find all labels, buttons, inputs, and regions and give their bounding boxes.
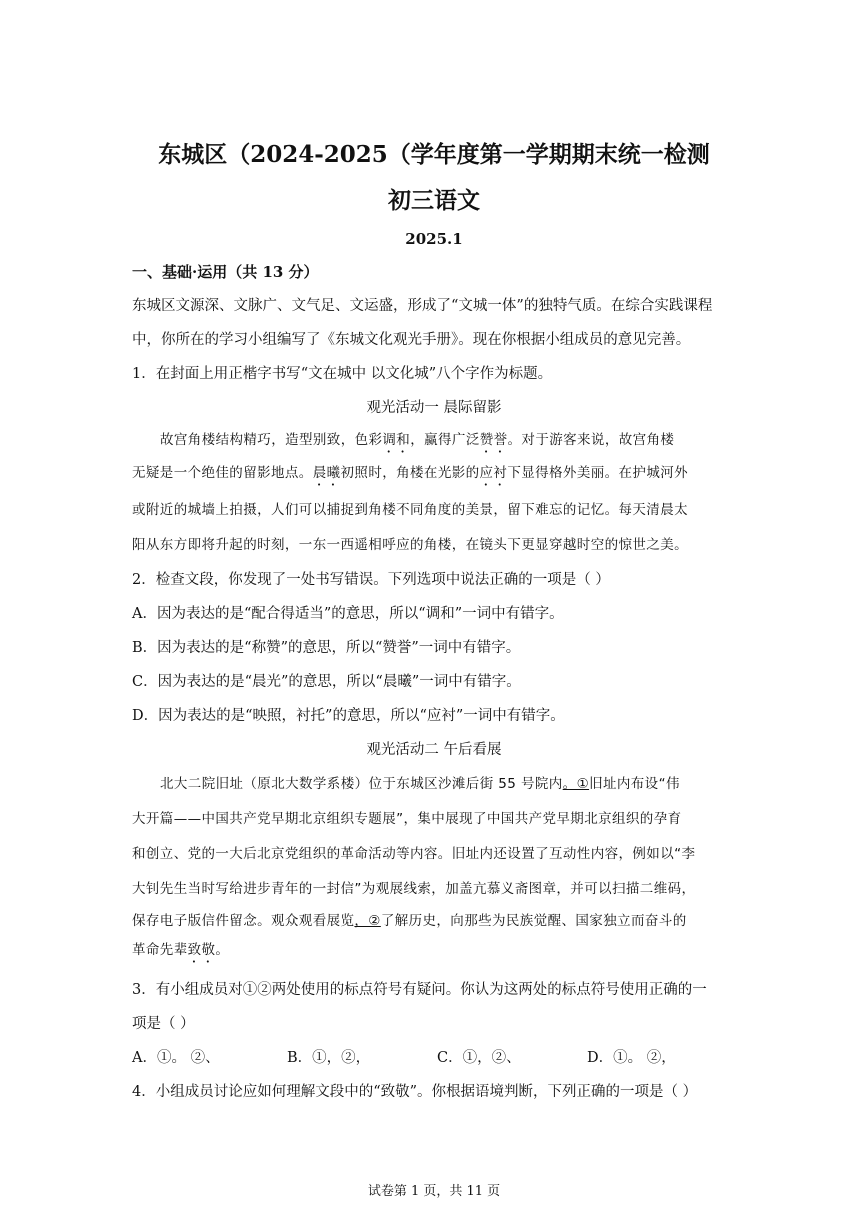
exam-date: 2025.1: [405, 230, 463, 248]
question-3-options: [132, 1048, 742, 1068]
question-2-option-d: D．因为表达的是“映照，衬托”的意思，所以“应衬”一词中有错字。: [132, 708, 565, 724]
emphasized-word: 致敬: [187, 942, 216, 958]
emphasized-word: 赞誉: [479, 432, 508, 448]
passage-2-line-1: 北大二院旧址（原北大数学系楼）位于东城区沙滩后街 55 号院内。①旧址内布设“伟: [160, 776, 680, 792]
emphasized-word: 调和: [382, 432, 411, 448]
passage-1-line-1: 故宫角楼结构精巧，造型别致，色彩调和，赢得广泛赞誉。对于游客来说，故宫角楼: [160, 432, 675, 448]
passage-1-line-2: 无疑是一个绝佳的留影地点。晨曦初照时，角楼在光影的应衬下显得格外美丽。在护城河外: [132, 465, 689, 481]
question-2-option-a: A．因为表达的是“配合得适当”的意思，所以“调和”一词中有错字。: [132, 606, 564, 622]
question-3-option-c: C．①，②、: [437, 1050, 521, 1066]
emphasized-word: 应衬: [479, 465, 508, 481]
question-3-stem-2: 项是（ ）: [132, 1016, 195, 1032]
section-heading: 一、基础·运用（共 13 分）: [132, 263, 319, 281]
passage-2-line-4: 大钊先生当时写给进步青年的一封信”为观展线索，加盖亢慕义斋图章，并可以扫描二维码，: [132, 881, 696, 897]
intro-line-1: 东城区文源深、文脉广、文气足、文运盛，形成了“文城一体”的独特气质。在综合实践课程: [132, 298, 713, 314]
question-2-stem: 2．检查文段，你发现了一处书写错误。下列选项中说法正确的一项是（ ）: [132, 572, 610, 588]
question-3-option-b: B．①，②，: [287, 1050, 371, 1066]
subject-title: 初三语文: [388, 187, 480, 214]
activity-1-title: 观光活动一 晨际留影: [366, 400, 502, 416]
page-footer: 试卷第 1 页，共 11 页: [367, 1184, 501, 1199]
passage-2-line-6: 革命先辈致敬。: [132, 942, 230, 958]
passage-1-line-3: 或附近的城墙上拍摄，人们可以捕捉到角楼不同角度的美景，留下难忘的记忆。每天清晨太: [132, 502, 688, 518]
activity-2-title: 观光活动二 午后看展: [366, 742, 502, 758]
question-4-stem: 4．小组成员讨论应如何理解文段中的“致敬”。你根据语境判断，下列正确的一项是（ ）: [132, 1084, 698, 1100]
blank-marker-1: 。①: [562, 776, 590, 792]
question-1: 1．在封面上用正楷字书写“文在城中 以文化城”八个字作为标题。: [132, 366, 553, 382]
question-3-option-d: D．①。 ②，: [587, 1050, 676, 1066]
question-2-option-c: C．因为表达的是“晨光”的意思，所以“晨曦”一词中有错字。: [132, 674, 521, 690]
passage-2-line-2: 大开篇——中国共产党早期北京组织专题展”，集中展现了中国共产党早期北京组织的孕育: [132, 811, 682, 827]
question-3-stem-1: 3．有小组成员对①②两处使用的标点符号有疑问。你认为这两处的标点符号使用正确的一: [132, 982, 707, 998]
question-3-option-a: A．①。 ②、: [132, 1050, 220, 1066]
exam-title: 东城区（2024-2025（学年度第一学期期末统一检测: [158, 141, 710, 168]
question-2-option-b: B．因为表达的是“称赞”的意思，所以“赞誉”一词中有错字。: [132, 640, 521, 656]
blank-marker-2: ，②: [354, 913, 381, 929]
intro-line-2: 中，你所在的学习小组编写了《东城文化观光手册》。现在你根据小组成员的意见完善。: [132, 332, 691, 348]
passage-1-line-4: 阳从东方即将升起的时刻，一东一西遥相呼应的角楼，在镜头下更显穿越时空的惊世之美。: [132, 537, 688, 553]
passage-2-line-3: 和创立、党的一大后北京党组织的革命活动等内容。旧址内还设置了互动性内容，例如以“李: [132, 846, 696, 862]
emphasized-word: 晨曦: [312, 465, 341, 481]
passage-2-line-5: 保存电子版信件留念。观众观看展览，②了解历史，向那些为民族觉醒、国家独立而奋斗的: [132, 913, 687, 929]
